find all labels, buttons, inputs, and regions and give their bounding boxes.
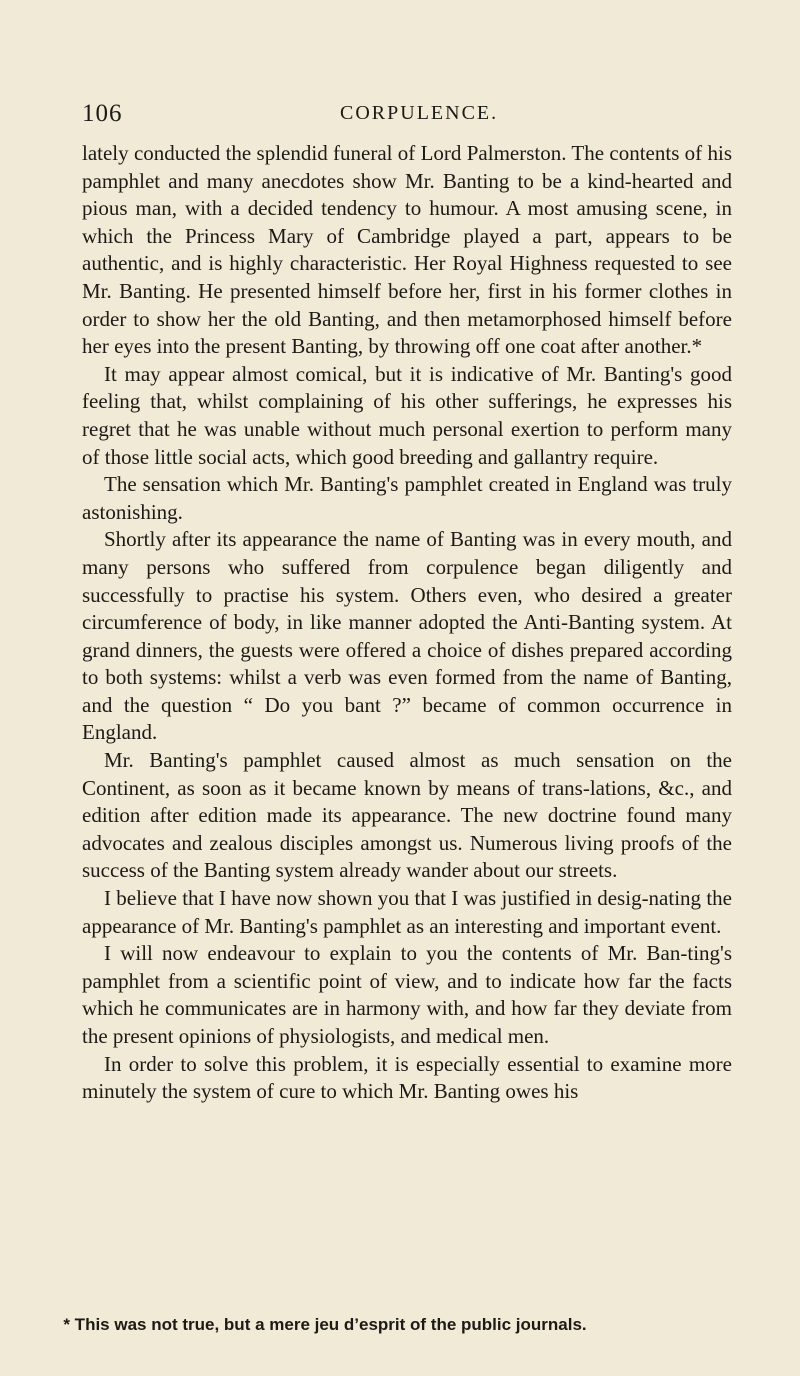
paragraph-5: Mr. Banting's pamphlet caused almost as much sensation on the Continent, as soon as it became known by means of trans-lations, &c., and edition after edition made its appearance. The new doctrine found many advocates and zealous disciples amongst us. Numerous living proofs of the success of the Banting system already wander about our streets. [82,748,732,883]
paragraph-1: lately conducted the splendid funeral of Lord Palmerston. The contents of his pamphlet and many anecdotes show Mr. Banting to be a kind-hearted and pious man, with a decided tendency to humour. A most amusing scene, in which the Princess Mary of Cambridge played a part, appears to be authentic, and is highly characteristic. Her Royal Highness requested to see Mr. Banting. He presented himself before her, first in his former clothes in order to show her the old Banting, and then metamorphosed himself before her eyes into the present Banting, by throwing off one coat after another.* [82,141,732,359]
paragraph-6: I believe that I have now shown you that I was justified in desig-nating the appearance of Mr. Banting's pamphlet as an interesting and important event. [82,886,732,938]
page-number: 106 [82,100,123,127]
footnote: * This was not true, but a mere jeu d’esprit of the public journals. [63,1315,587,1334]
running-head: CORPULENCE. [340,102,499,124]
paragraph-4: Shortly after its appearance the name of Banting was in every mouth, and many persons who suffered from corpulence began diligently and successfully to practise his system. Others even, who desired a greater circumference of body, in like manner adopted the Anti-Banting system. At grand dinners, the guests were offered a choice of dishes prepared according to both systems: whilst a verb was even formed from the name of Banting, and the question “ Do you bant ?” became of common occurrence in England. [82,527,732,745]
page-header [82,100,732,136]
body-text [82,140,732,1106]
paragraph-2: It may appear almost comical, but it is indicative of Mr. Banting's good feeling that, whilst complaining of his other sufferings, he expresses his regret that he was unable without much personal exertion to perform many of those little social acts, which good breeding and gallantry require. [82,361,732,469]
paragraph-7: I will now endeavour to explain to you the contents of Mr. Ban-ting's pamphlet from a scientific point of view, and to indicate how far the facts which he communicates are in harmony with, and how far they deviate from the present opinions of physiologists, and medical men. [82,941,732,1048]
paragraph-3: The sensation which Mr. Banting's pamphlet created in England was truly astonishing. [82,472,732,524]
paragraph-8: In order to solve this problem, it is especially essential to examine more minutely the system of cure to which Mr. Banting owes his [82,1051,732,1104]
